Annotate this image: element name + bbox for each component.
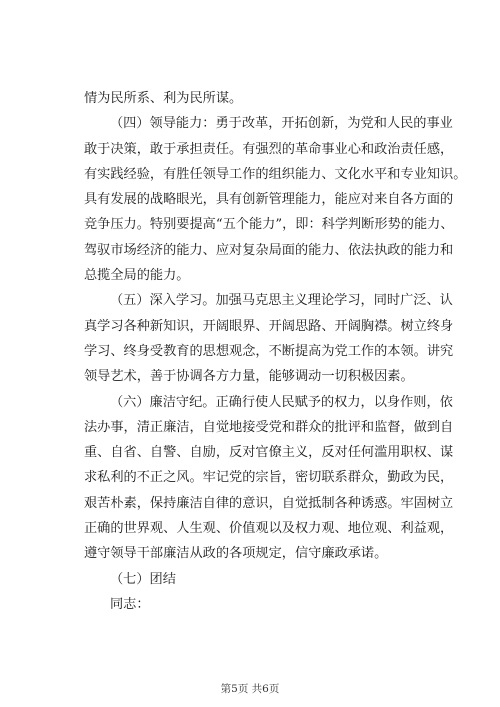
text-line: 法办事，清正廉洁，自觉地接受党和群众的批评和监督，做到自: [84, 419, 454, 435]
text-line: 竞争压力。特别要提高“五个能力”，即：科学判断形势的能力、: [84, 217, 454, 233]
document-body: [84, 86, 467, 617]
paragraph-heading-integrity: （六）廉洁守纪。正确行使人民赋予的权力，以身作则，依: [110, 394, 453, 410]
paragraph-heading-leadership: （四）领导能力：勇于改革，开拓创新，为党和人民的事业: [110, 116, 453, 132]
text-line: 艰苦朴素，保持廉洁自律的意识，自觉抵制各种诱惑。牢固树立: [84, 495, 454, 511]
text-line: 驾驭市场经济的能力、应对复杂局面的能力、依法执政的能力和: [84, 242, 454, 258]
text-line: 敢于决策，敢于承担责任。有强烈的革命事业心和政治责任感，: [84, 141, 454, 157]
text-line: 领导艺术，善于协调各方力量，能够调动一切积极因素。: [84, 369, 414, 385]
text-line: 遵守领导干部廉洁从政的各项规定，信守廉政承诺。: [84, 546, 388, 562]
text-line: 情为民所系、利为民所谋。: [84, 91, 243, 106]
text-line: 真学习各种新知识，开阔眼界、开阔思路、开阔胸襟。树立终身: [84, 318, 454, 334]
text-line: 有实践经验，有胜任领导工作的组织能力、文化水平和专业知识。: [84, 166, 467, 182]
text-line: 总揽全局的能力。: [84, 268, 190, 284]
text-line: 求私利的不正之风。牢记党的宗旨，密切联系群众，勤政为民，: [84, 470, 454, 486]
text-line: 正确的世界观、人生观、价值观以及权力观、地位观、利益观，: [84, 521, 454, 537]
text-line: 具有发展的战略眼光，具有创新管理能力，能应对来自各方面的: [84, 192, 454, 208]
text-line: 重、自省、自警、自励，反对官僚主义，反对任何滥用职权、谋: [84, 445, 454, 461]
paragraph-heading-study: （五）深入学习。加强马克思主义理论学习，同时广泛、认: [110, 293, 453, 309]
salutation-line: 同志：: [110, 596, 150, 612]
text-line: 学习、终身受教育的思想观念，不断提高为党工作的本领。讲究: [84, 343, 454, 359]
page-number-footer: 第5页 共6页: [220, 683, 280, 695]
paragraph-heading-unity: （七）团结: [110, 571, 176, 587]
